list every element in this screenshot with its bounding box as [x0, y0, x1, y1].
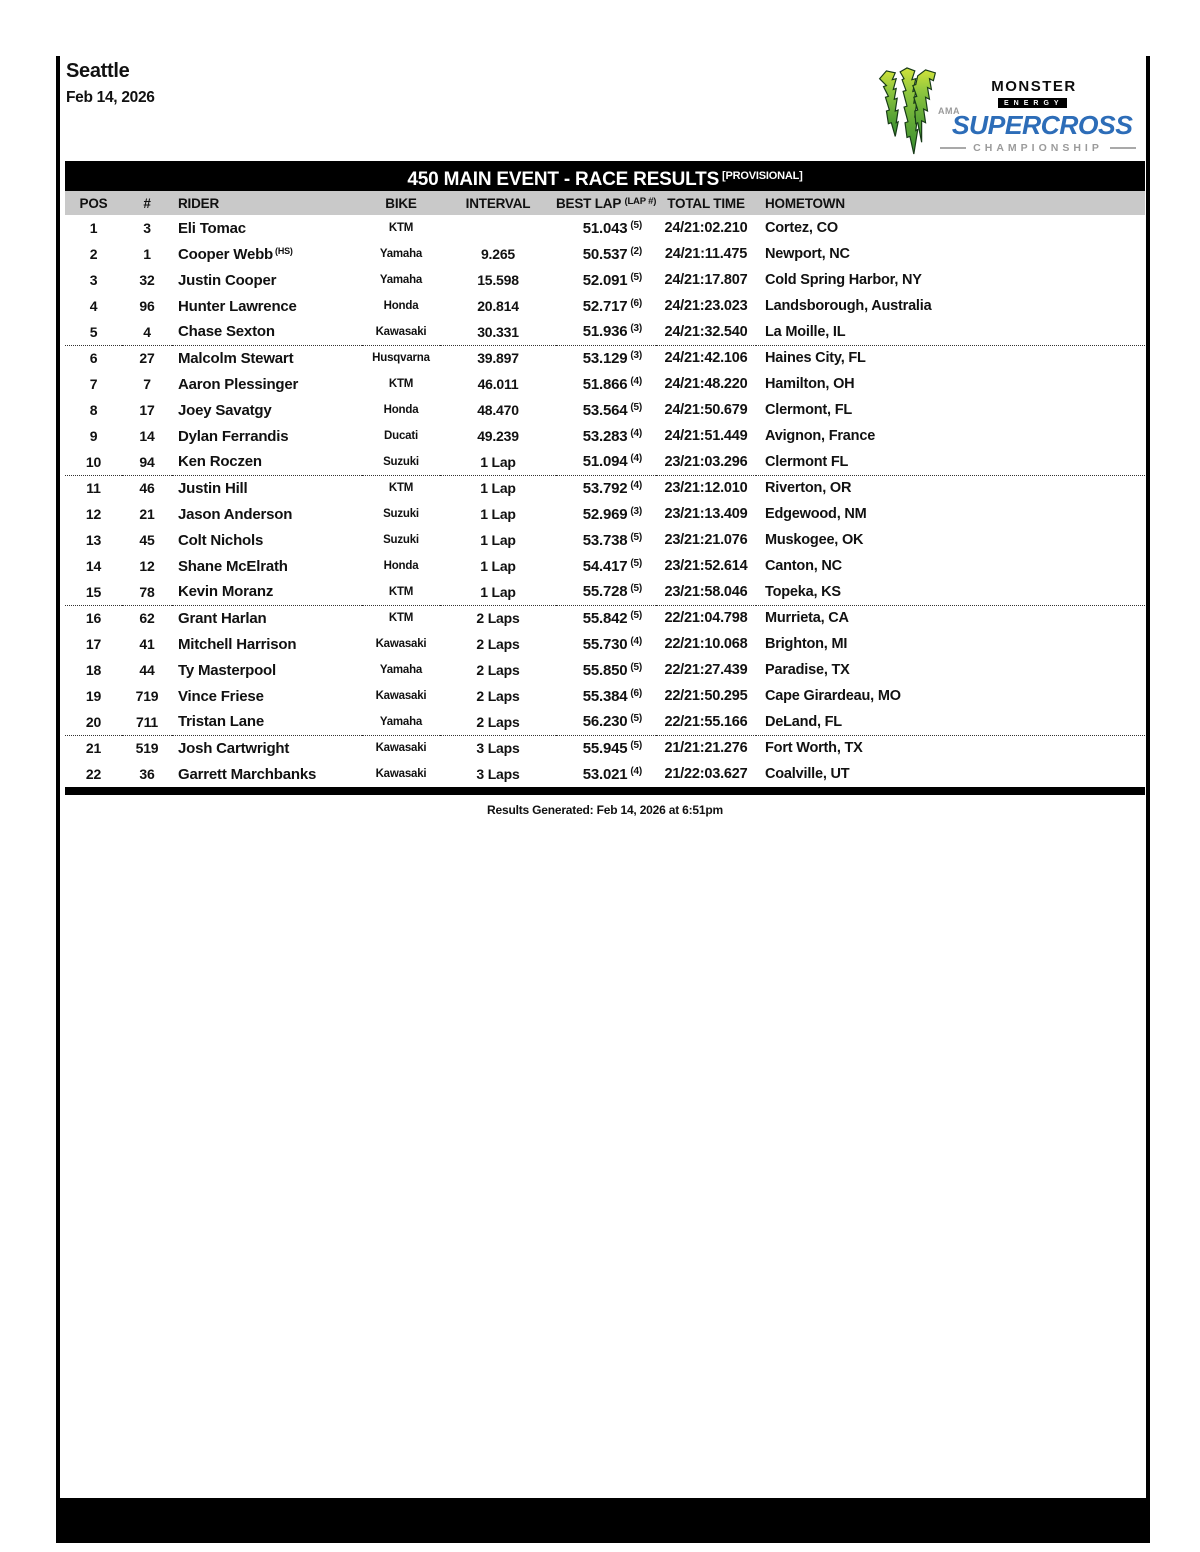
cell-rider-number: 27 [139, 350, 155, 367]
cell-rider-number: 3 [143, 220, 151, 236]
cell-total-time: 24/21:02.210 [664, 220, 748, 236]
table-row [65, 579, 1145, 605]
cell-rider-name: Colt Nichols [178, 531, 264, 549]
cell-bike: Kawasaki [375, 742, 427, 755]
cell-total-time: 23/21:12.010 [664, 480, 748, 497]
cell-rider-name: Joey Savatgy [178, 401, 272, 419]
cell-hometown: Clermont FL [756, 449, 1145, 475]
cell-interval: 48.470 [477, 402, 519, 418]
supercross-wordmark: SUPERCROSS [951, 110, 1133, 140]
table-row [65, 345, 1145, 371]
cell-rider-number: 12 [139, 558, 155, 574]
cell-bike: Yamaha [379, 274, 423, 286]
results-table-section [65, 161, 1145, 795]
cell-hometown: Murrieta, CA [765, 610, 849, 627]
cell-rider-name: Tristan Lane [172, 709, 362, 735]
cell-rider-number: 96 [139, 298, 155, 314]
cell-best-lap: 51.043 $^{(5)}$ [582, 219, 642, 237]
cell-rider-name: Garrett Marchbanks [178, 765, 317, 783]
cell-best-lap: 56.230 $^{(5)}$ [556, 709, 656, 735]
table-row [65, 319, 1145, 345]
cell-interval: 2 Laps [476, 688, 520, 704]
cell-hometown: Newport, NC [765, 246, 850, 262]
cell-pos: 8 [89, 402, 98, 418]
cell-interval: 15.598 [477, 272, 519, 288]
cell-total-time: 24/21:17.807 [664, 272, 748, 288]
results-header-row [65, 191, 1145, 215]
cell-rider-name: Shane McElrath [178, 557, 288, 575]
cell-interval: 1 Lap [440, 579, 556, 605]
cell-bike: Honda [383, 560, 419, 572]
cell-interval: 1 Lap [480, 480, 516, 497]
cell-rider-name: Hunter Lawrence [178, 297, 297, 315]
table-row [65, 449, 1145, 475]
cell-interval: 46.011 [477, 376, 519, 392]
cell-total-time: 23/21:03.296 [656, 449, 756, 475]
cell-hometown: La Moille, IL [756, 319, 1145, 345]
cell-interval: 1 Lap [480, 506, 516, 522]
cell-total-time: 24/21:32.540 [656, 319, 756, 345]
header-rider: RIDER [172, 191, 362, 215]
cell-total-time: 23/21:21.076 [664, 532, 748, 548]
cell-bike: Suzuki [383, 534, 419, 546]
cell-total-time: 24/21:50.679 [664, 402, 748, 418]
cell-rider-name: Grant Harlan [178, 609, 267, 627]
cell-interval: 1 Lap [440, 449, 556, 475]
header-pos: POS [65, 191, 122, 215]
cell-pos: 14 [85, 558, 102, 574]
cell-interval: 49.239 [477, 428, 519, 444]
cell-best-lap: 53.283 $^{(4)}$ [582, 427, 642, 445]
cell-rider-name: Cooper Webb $^{(HS)}$ [178, 245, 293, 263]
cell-total-time: 22/21:27.439 [664, 662, 748, 678]
cell-rider-name: Josh Cartwright [178, 739, 290, 757]
cell-pos: 6 [89, 350, 98, 367]
cell-hometown: Edgewood, NM [765, 506, 867, 522]
cell-rider-name: Ken Roczen [172, 449, 362, 475]
cell-rider-name: Vince Friese [178, 687, 264, 705]
cell-pos: 7 [89, 376, 98, 392]
cell-bike: Yamaha [379, 248, 423, 260]
cell-hometown: Fort Worth, TX [765, 740, 863, 757]
table-bottom-rule [65, 787, 1145, 795]
cell-total-time: 22/21:55.166 [656, 709, 756, 735]
cell-pos: 15 [65, 579, 122, 605]
event-date: Feb 14, 2026 [66, 89, 155, 106]
results-generated-note: Results Generated: Feb 14, 2026 at 6:51pm [487, 803, 723, 817]
header-interval: INTERVAL [440, 191, 556, 215]
cell-pos: 21 [85, 740, 102, 757]
cell-pos: 20 [65, 709, 122, 735]
cell-hometown: Landsborough, Australia [765, 298, 932, 314]
cell-hometown: Cortez, CO [765, 220, 838, 236]
cell-rider-number: 719 [135, 688, 159, 704]
championship-row [932, 142, 1144, 154]
table-row [65, 735, 1145, 761]
cell-total-time: 24/21:42.106 [664, 350, 748, 367]
results-rows [65, 215, 1145, 787]
cell-bike: Suzuki [383, 508, 419, 520]
right-border-rule [1146, 56, 1150, 1498]
cell-hometown: Cold Spring Harbor, NY [765, 272, 922, 288]
table-row [65, 267, 1145, 293]
cell-rider-number: 46 [139, 480, 155, 497]
cell-total-time: 23/21:58.046 [656, 579, 756, 605]
cell-best-lap: 54.417 $^{(5)}$ [582, 557, 642, 575]
table-row [65, 709, 1145, 735]
energy-wordmark: ENERGY [998, 98, 1067, 108]
ama-label: AMA [938, 106, 960, 116]
cell-bike: Honda [383, 404, 419, 416]
cell-bike: Honda [383, 300, 419, 312]
cell-rider-name: Aaron Plessinger [178, 375, 299, 393]
cell-pos: 3 [89, 272, 98, 288]
cell-interval: 39.897 [477, 350, 519, 367]
championship-left-dash [940, 147, 966, 149]
table-row [65, 397, 1145, 423]
cell-pos: 17 [85, 636, 102, 652]
cell-hometown: Riverton, OR [765, 480, 852, 497]
cell-pos: 18 [85, 662, 102, 678]
cell-rider-number: 17 [139, 402, 155, 418]
cell-total-time: 22/21:50.295 [664, 688, 748, 704]
table-row [65, 423, 1145, 449]
cell-hometown: Paradise, TX [765, 662, 850, 678]
cell-bike: KTM [388, 378, 414, 390]
cell-best-lap: 55.728 $^{(5)}$ [556, 579, 656, 605]
cell-rider-number: 44 [139, 662, 155, 678]
cell-rider-name: Jason Anderson [178, 505, 293, 523]
cell-pos: 2 [89, 246, 98, 262]
cell-best-lap: 53.564 $^{(5)}$ [582, 401, 642, 419]
cell-pos: 12 [85, 506, 102, 522]
cell-bike: Ducati [384, 430, 418, 442]
cell-rider-name: Malcolm Stewart [178, 349, 294, 367]
cell-best-lap: 55.850 $^{(5)}$ [582, 661, 642, 679]
cell-pos: 19 [85, 688, 102, 704]
cell-rider-number: 519 [135, 740, 159, 757]
cell-hometown: Avignon, France [765, 428, 876, 444]
cell-pos: 10 [65, 449, 122, 475]
cell-rider-name: Dylan Ferrandis [178, 427, 289, 445]
cell-rider-number: 21 [139, 506, 155, 522]
cell-hometown: Hamilton, OH [765, 376, 855, 392]
monster-wordmark: MONSTER [991, 78, 1077, 95]
cell-interval: 2 Laps [440, 709, 556, 735]
cell-rider-number: 1 [143, 246, 151, 262]
monster-claw-icon [874, 66, 938, 156]
cell-interval: 2 Laps [476, 610, 520, 627]
cell-interval: 1 Lap [480, 532, 516, 548]
cell-bike: Kawasaki [375, 690, 427, 702]
cell-pos: 22 [85, 766, 102, 782]
cell-pos: 11 [86, 480, 101, 497]
cell-hometown: DeLand, FL [756, 709, 1145, 735]
cell-pos: 4 [89, 298, 98, 314]
cell-interval: 30.331 [440, 319, 556, 345]
event-location: Seattle [66, 60, 130, 82]
cell-hometown: Clermont, FL [765, 402, 853, 418]
table-row [65, 683, 1145, 709]
cell-bike: Yamaha [362, 709, 440, 735]
cell-hometown: Cape Girardeau, MO [765, 688, 901, 704]
cell-rider-name: Ty Masterpool [178, 661, 276, 679]
table-row [65, 605, 1145, 631]
cell-total-time: 22/21:04.798 [664, 610, 748, 627]
cell-interval: 3 Laps [476, 766, 520, 782]
cell-bike: Husqvarna [372, 352, 430, 365]
table-row [65, 761, 1145, 787]
cell-rider-name: Mitchell Harrison [178, 635, 297, 653]
cell-best-lap: 52.091 $^{(5)}$ [582, 271, 642, 289]
cell-hometown: Haines City, FL [765, 350, 866, 367]
cell-interval: 3 Laps [476, 740, 520, 757]
cell-hometown: Muskogee, OK [765, 532, 864, 548]
cell-total-time: 24/21:51.449 [664, 428, 748, 444]
cell-best-lap: 50.537 $^{(2)}$ [582, 245, 642, 263]
cell-rider-name: Kevin Moranz [172, 579, 362, 605]
championship-label: CHAMPIONSHIP [973, 142, 1103, 154]
cell-bike: Suzuki [362, 449, 440, 475]
cell-best-lap: 55.384 $^{(6)}$ [582, 687, 642, 705]
cell-interval: 20.814 [477, 298, 519, 314]
cell-hometown: Coalville, UT [765, 766, 850, 782]
cell-rider-number: 32 [139, 272, 155, 288]
championship-right-dash [1110, 147, 1136, 149]
cell-best-lap: 55.945 $^{(5)}$ [582, 739, 642, 757]
header-hometown: HOMETOWN [756, 191, 1145, 215]
cell-pos: 5 [65, 319, 122, 345]
cell-best-lap: 53.129 $^{(3)}$ [582, 349, 642, 367]
cell-total-time: 22/21:10.068 [664, 636, 748, 652]
table-title-provisional: [PROVISIONAL] [722, 170, 803, 182]
table-row [65, 501, 1145, 527]
cell-bike: Kawasaki [375, 638, 427, 650]
cell-total-time: 24/21:48.220 [664, 376, 748, 392]
table-row [65, 371, 1145, 397]
footer-black-bar [56, 1498, 1150, 1543]
cell-best-lap: 53.738 $^{(5)}$ [582, 531, 642, 549]
table-row [65, 475, 1145, 501]
cell-bike: KTM [362, 579, 440, 605]
cell-interval: 1 Lap [480, 558, 516, 574]
header-num: # [122, 191, 172, 215]
cell-pos: 13 [85, 532, 102, 548]
event-info [66, 60, 155, 107]
cell-rider-number: 14 [139, 428, 155, 444]
cell-rider-number: 41 [139, 636, 155, 652]
cell-best-lap: 51.936 $^{(3)}$ [556, 319, 656, 345]
monster-energy-supercross-logo [874, 66, 1146, 158]
table-row [65, 631, 1145, 657]
cell-total-time: 23/21:52.614 [664, 558, 748, 574]
cell-best-lap: 53.021 $^{(4)}$ [582, 765, 642, 783]
cell-bike: KTM [388, 612, 414, 625]
results-table [65, 191, 1145, 787]
cell-rider-number: 94 [122, 449, 172, 475]
cell-rider-name: Chase Sexton [172, 319, 362, 345]
left-border-rule [56, 56, 60, 1498]
cell-rider-name: Justin Cooper [178, 271, 277, 289]
cell-total-time: 21/21:21.276 [664, 740, 748, 757]
cell-hometown: Topeka, KS [756, 579, 1145, 605]
cell-total-time: 24/21:11.475 [664, 246, 748, 262]
cell-rider-number: 711 [122, 709, 172, 735]
cell-pos: 16 [85, 610, 102, 627]
cell-best-lap: 55.842 $^{(5)}$ [582, 609, 642, 627]
cell-interval: 2 Laps [476, 636, 520, 652]
cell-best-lap: 53.792 $^{(4)}$ [582, 479, 642, 497]
cell-hometown: Canton, NC [765, 558, 842, 574]
cell-bike: Kawasaki [375, 768, 427, 780]
cell-rider-number: 7 [143, 376, 151, 392]
cell-best-lap: 52.717 $^{(6)}$ [582, 297, 642, 315]
cell-best-lap: 52.969 $^{(3)}$ [582, 505, 642, 523]
header-total-time: TOTAL TIME [656, 191, 756, 215]
cell-interval: 9.265 [480, 246, 516, 262]
cell-rider-name: Justin Hill [178, 479, 248, 497]
header-best-lap: BEST LAP $^{(LAP \#)}$ [556, 191, 656, 215]
table-title: 450 MAIN EVENT - RACE RESULTS [407, 169, 720, 190]
cell-interval: 2 Laps [476, 662, 520, 678]
cell-best-lap: 51.866 $^{(4)}$ [582, 375, 642, 393]
cell-rider-name: Eli Tomac [178, 219, 246, 237]
cell-hometown: Brighton, MI [765, 636, 848, 652]
table-row [65, 527, 1145, 553]
cell-bike: KTM [388, 482, 414, 495]
cell-bike: Yamaha [379, 664, 423, 676]
cell-total-time: 24/21:23.023 [664, 298, 748, 314]
cell-pos: 9 [89, 428, 98, 444]
header-bike: BIKE [362, 191, 440, 215]
cell-best-lap: 55.730 $^{(4)}$ [582, 635, 642, 653]
cell-rider-number: 36 [139, 766, 155, 782]
table-row [65, 293, 1145, 319]
table-row [65, 657, 1145, 683]
cell-total-time: 23/21:13.409 [664, 506, 748, 522]
cell-pos: 1 [89, 220, 98, 236]
table-row [65, 215, 1145, 241]
cell-rider-number: 62 [139, 610, 155, 627]
table-row [65, 241, 1145, 267]
cell-rider-number: 45 [139, 532, 155, 548]
cell-interval [440, 215, 556, 241]
cell-bike: KTM [388, 222, 414, 234]
table-title-bar [65, 161, 1145, 191]
cell-rider-number: 4 [122, 319, 172, 345]
cell-bike: Kawasaki [362, 319, 440, 345]
cell-rider-number: 78 [122, 579, 172, 605]
table-row [65, 553, 1145, 579]
cell-best-lap: 51.094 $^{(4)}$ [556, 449, 656, 475]
cell-total-time: 21/22:03.627 [664, 766, 748, 782]
